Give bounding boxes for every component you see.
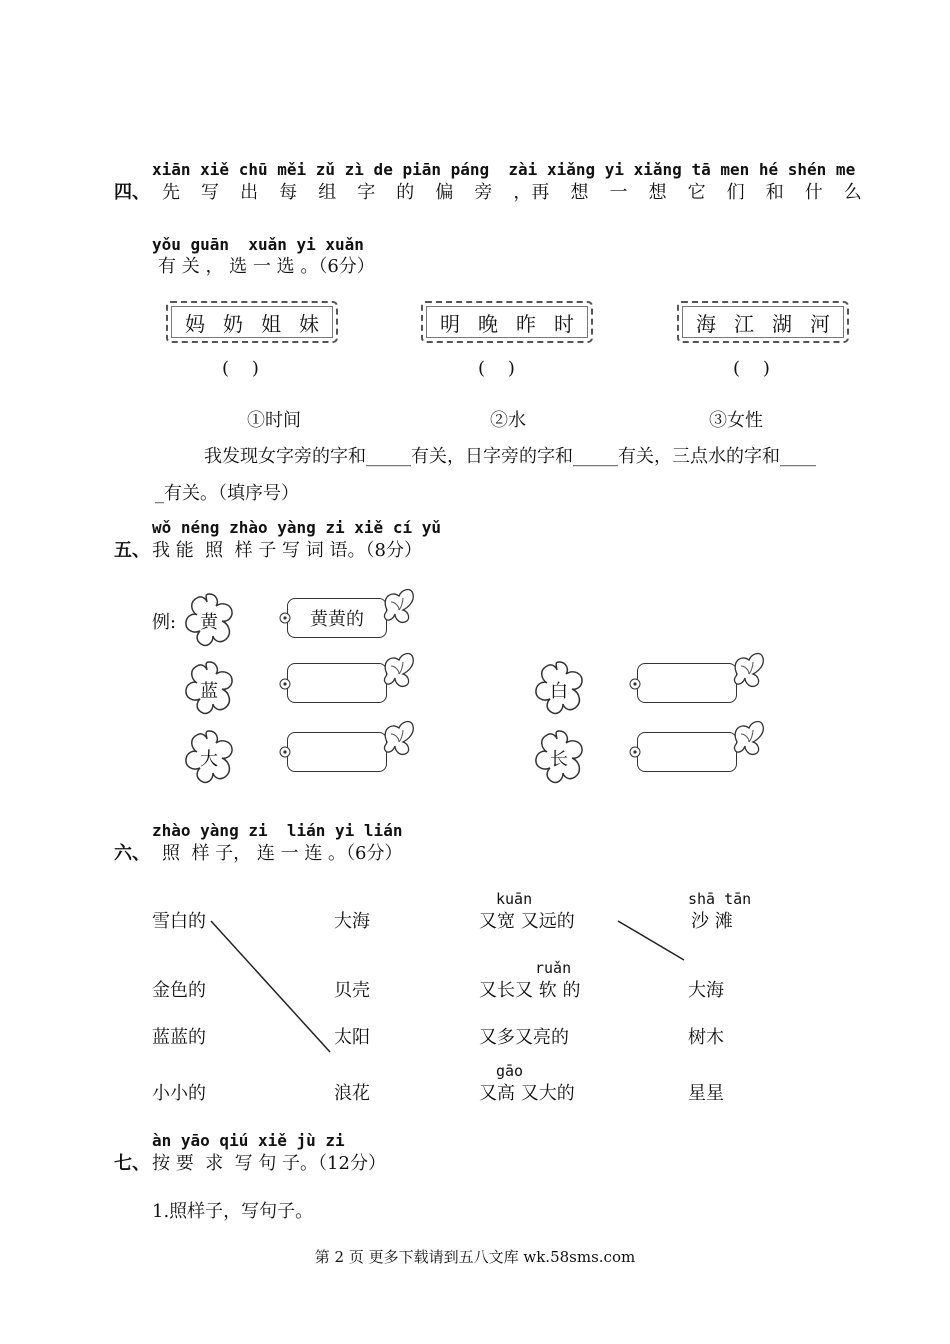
- right-word-3: 又多又亮的: [479, 1027, 569, 1048]
- q5-title: 我 能 照 样 子 写 词 语。（8分）: [152, 540, 422, 561]
- q4-title-line1: 先 写 出 每 组 字 的 偏 旁 ，再 想 一 想 它 们 和 什 么: [162, 182, 862, 203]
- q4-fill-line2: _有关。（填序号）: [155, 483, 299, 504]
- q6-pinyin: zhào yàng zi lián yi lián: [152, 821, 403, 840]
- right-pinyin-1: kuān: [496, 890, 533, 908]
- example-connect-line-1: [211, 921, 330, 1052]
- q4-number: 四、: [114, 182, 150, 203]
- mid-word-3: 太阳: [334, 1027, 370, 1048]
- option-2: ②水: [490, 410, 526, 431]
- example-label: 例:: [152, 612, 177, 633]
- left-word-2: 金色的: [152, 980, 206, 1001]
- q7-title: 按 要 求 写 句 子。（12分）: [152, 1153, 386, 1174]
- example-answer-tag: 黄黄的: [287, 598, 387, 638]
- flower-item-2-char: 白: [550, 681, 568, 702]
- left-word-1: 雪白的: [152, 911, 206, 932]
- far-word-2: 大海: [688, 980, 724, 1001]
- mid-word-2: 贝壳: [334, 980, 370, 1001]
- q7-sub1: 1.照样子，写句子。: [152, 1201, 314, 1222]
- answer-paren-1[interactable]: ( ): [222, 358, 259, 379]
- q4-pinyin-line1: xiān xiě chū měi zǔ zì de piān páng zài xiǎng yi xiǎng tā men hé shén me: [152, 160, 856, 179]
- left-word-3: 蓝蓝的: [152, 1027, 206, 1048]
- q4-fill-line1: 我发现女字旁的字和_____有关，日字旁的字和_____有关，三点水的字和____: [204, 446, 816, 467]
- q6-number: 六、: [114, 843, 150, 864]
- right-pinyin-2: ruǎn: [535, 959, 572, 977]
- right-word-2: 又长又 软 的: [479, 980, 581, 1001]
- left-word-4: 小小的: [152, 1083, 206, 1104]
- answer-paren-3[interactable]: ( ): [733, 358, 770, 379]
- right-word-4: 又高 又大的: [479, 1083, 575, 1104]
- example-connect-line-2: [618, 921, 684, 960]
- page-footer: 第 2 页 更多下载请到五八文库 wk.58sms.com: [314, 1248, 636, 1266]
- far-word-4: 星星: [688, 1083, 724, 1104]
- mid-word-4: 浪花: [334, 1083, 370, 1104]
- option-1: ①时间: [247, 410, 301, 431]
- q4-title-line2: 有 关 ， 选 一 选 。（6分）: [158, 256, 375, 277]
- far-word-3: 树木: [688, 1027, 724, 1048]
- char-group-box-2: 明 晚 昨 时: [421, 301, 593, 343]
- char-group-box-1: 妈 奶 姐 妹: [166, 301, 338, 343]
- right-pinyin-4: gāo: [496, 1062, 524, 1080]
- flower-item-4-char: 长: [550, 749, 568, 770]
- flower-example-char: 黄: [200, 612, 218, 633]
- q4-pinyin-line2: yǒu guān xuǎn yi xuǎn: [152, 235, 364, 254]
- option-3: ③女性: [709, 410, 763, 431]
- answer-paren-2[interactable]: ( ): [478, 358, 515, 379]
- right-word-1: 又宽 又远的: [479, 911, 575, 932]
- flower-item-1-char: 蓝: [200, 681, 218, 702]
- mid-word-1: 大海: [334, 911, 370, 932]
- q7-number: 七、: [114, 1153, 150, 1174]
- flower-item-3-char: 大: [200, 749, 218, 770]
- far-word-1: 沙 滩: [691, 911, 733, 932]
- q6-title: 照 样 子， 连 一 连 。（6分）: [162, 843, 403, 864]
- far-pinyin-1: shā tān: [688, 890, 752, 908]
- char-group-box-3: 海 江 湖 河: [677, 301, 849, 343]
- q5-pinyin: wǒ néng zhào yàng zi xiě cí yǔ: [152, 518, 441, 537]
- q5-number: 五、: [114, 540, 150, 561]
- q7-pinyin: àn yāo qiú xiě jù zi: [152, 1131, 345, 1150]
